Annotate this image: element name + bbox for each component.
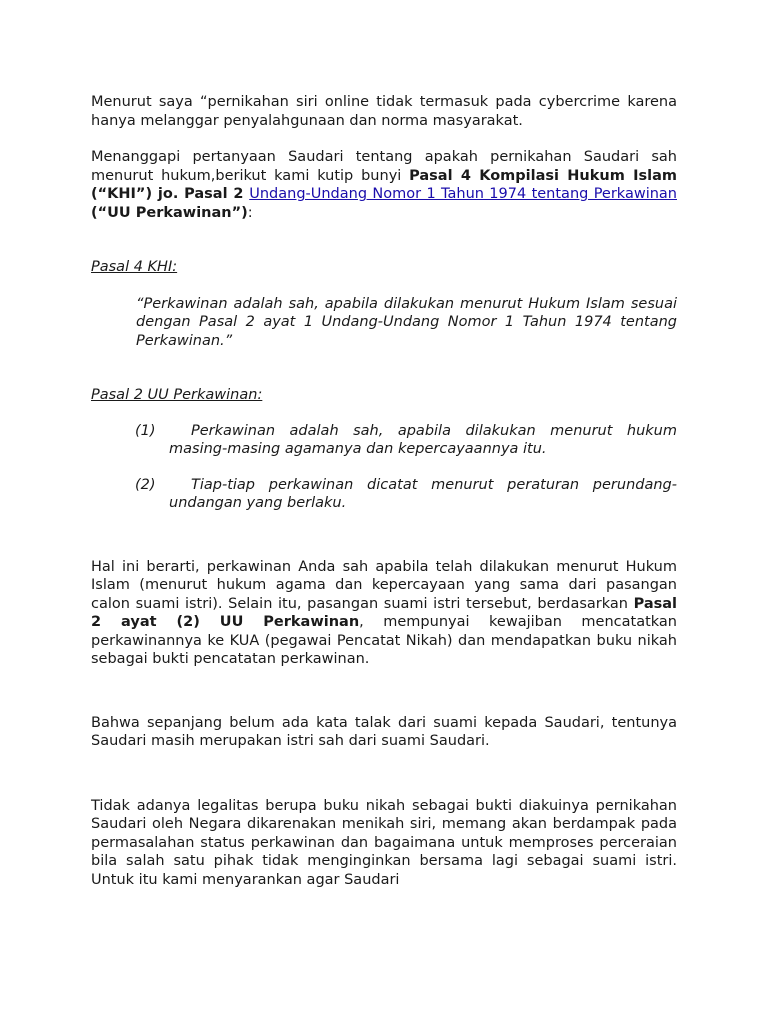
- paragraph-response: [91, 148, 677, 222]
- uu-perkawinan-link[interactable]: Undang-Undang Nomor 1 Tahun 1974 tentang Perkawinan: [249, 186, 677, 202]
- meaning-tail-text: , mempunyai kewajiban mencatatkan perkawinannya ke KUA (pegawai Pencatat Nikah) dan mendapatkan buku nikah sebagai bukti pencatatan perkawinan.: [91, 614, 677, 667]
- paragraph-legality: Tidak adanya legalitas berupa buku nikah sebagai bukti diakuinya pernikahan Saudari oleh Negara dikarenakan menikah siri, memang akan berdampak pada permasalahan status perkawinan dan bagaimana untuk memproses perceraian bila salah satu pihak tidak menginginkan bersama lagi sebagai suami istri. Untuk itu kami menyarankan agar Saudari: [91, 797, 677, 888]
- pasal-2-item-1: [135, 422, 677, 459]
- pasal-2-item-2: [135, 476, 677, 513]
- item-text: Perkawinan adalah sah, apabila dilakukan menurut hukum masing-masing agamanya dan kepercayaannya itu.: [169, 422, 677, 457]
- item-number: (2): [135, 476, 156, 493]
- pasal-4-khi-reference: Pasal 4 Kompilasi Hukum Islam (“KHI”) jo. Pasal 2: [91, 167, 677, 202]
- pasal-2-heading: Pasal 2 UU Perkawinan:: [91, 387, 263, 403]
- item-text: Tiap-tiap perkawinan dicatat menurut peraturan perundang-undangan yang berlaku.: [169, 476, 677, 511]
- pasal-4-quote: “Perkawinan adalah sah, apabila dilakukan menurut Hukum Islam sesuai dengan Pasal 2 ayat 1 Undang-Undang Nomor 1 Tahun 1974 tentang Perkawinan.”: [136, 295, 677, 349]
- paragraph-talak: Bahwa sepanjang belum ada kata talak dari suami kepada Saudari, tentunya Saudari masih merupakan istri sah dari suami Saudari.: [91, 714, 677, 749]
- paragraph-opinion: Menurut saya “pernikahan siri online tidak termasuk pada cybercrime karena hanya melanggar penyalahgunaan dan norma masyarakat.: [91, 94, 677, 129]
- uu-perkawinan-abbrev: (“UU Perkawinan”): [91, 204, 248, 221]
- response-colon: :: [247, 204, 253, 221]
- pasal-4-heading: Pasal 4 KHI:: [91, 259, 178, 275]
- pasal-2-ayat-2-reference: Pasal 2 ayat (2) UU Perkawinan: [91, 595, 677, 630]
- item-number: (1): [135, 422, 156, 439]
- response-lead-text: Menanggapi pertanyaan Saudari tentang apakah pernikahan Saudari sah menurut hukum,berikut kami kutip bunyi: [91, 149, 677, 184]
- document-body: [91, 93, 677, 889]
- meaning-lead-text: Hal ini berarti, perkawinan Anda sah apabila telah dilakukan menurut Hukum Islam (menurut hukum agama dan kepercayaan yang sama dari pasangan calon suami istri). Selain itu, pasangan suami istri tersebut, berdasarkan: [91, 558, 677, 612]
- paragraph-meaning: [91, 558, 677, 669]
